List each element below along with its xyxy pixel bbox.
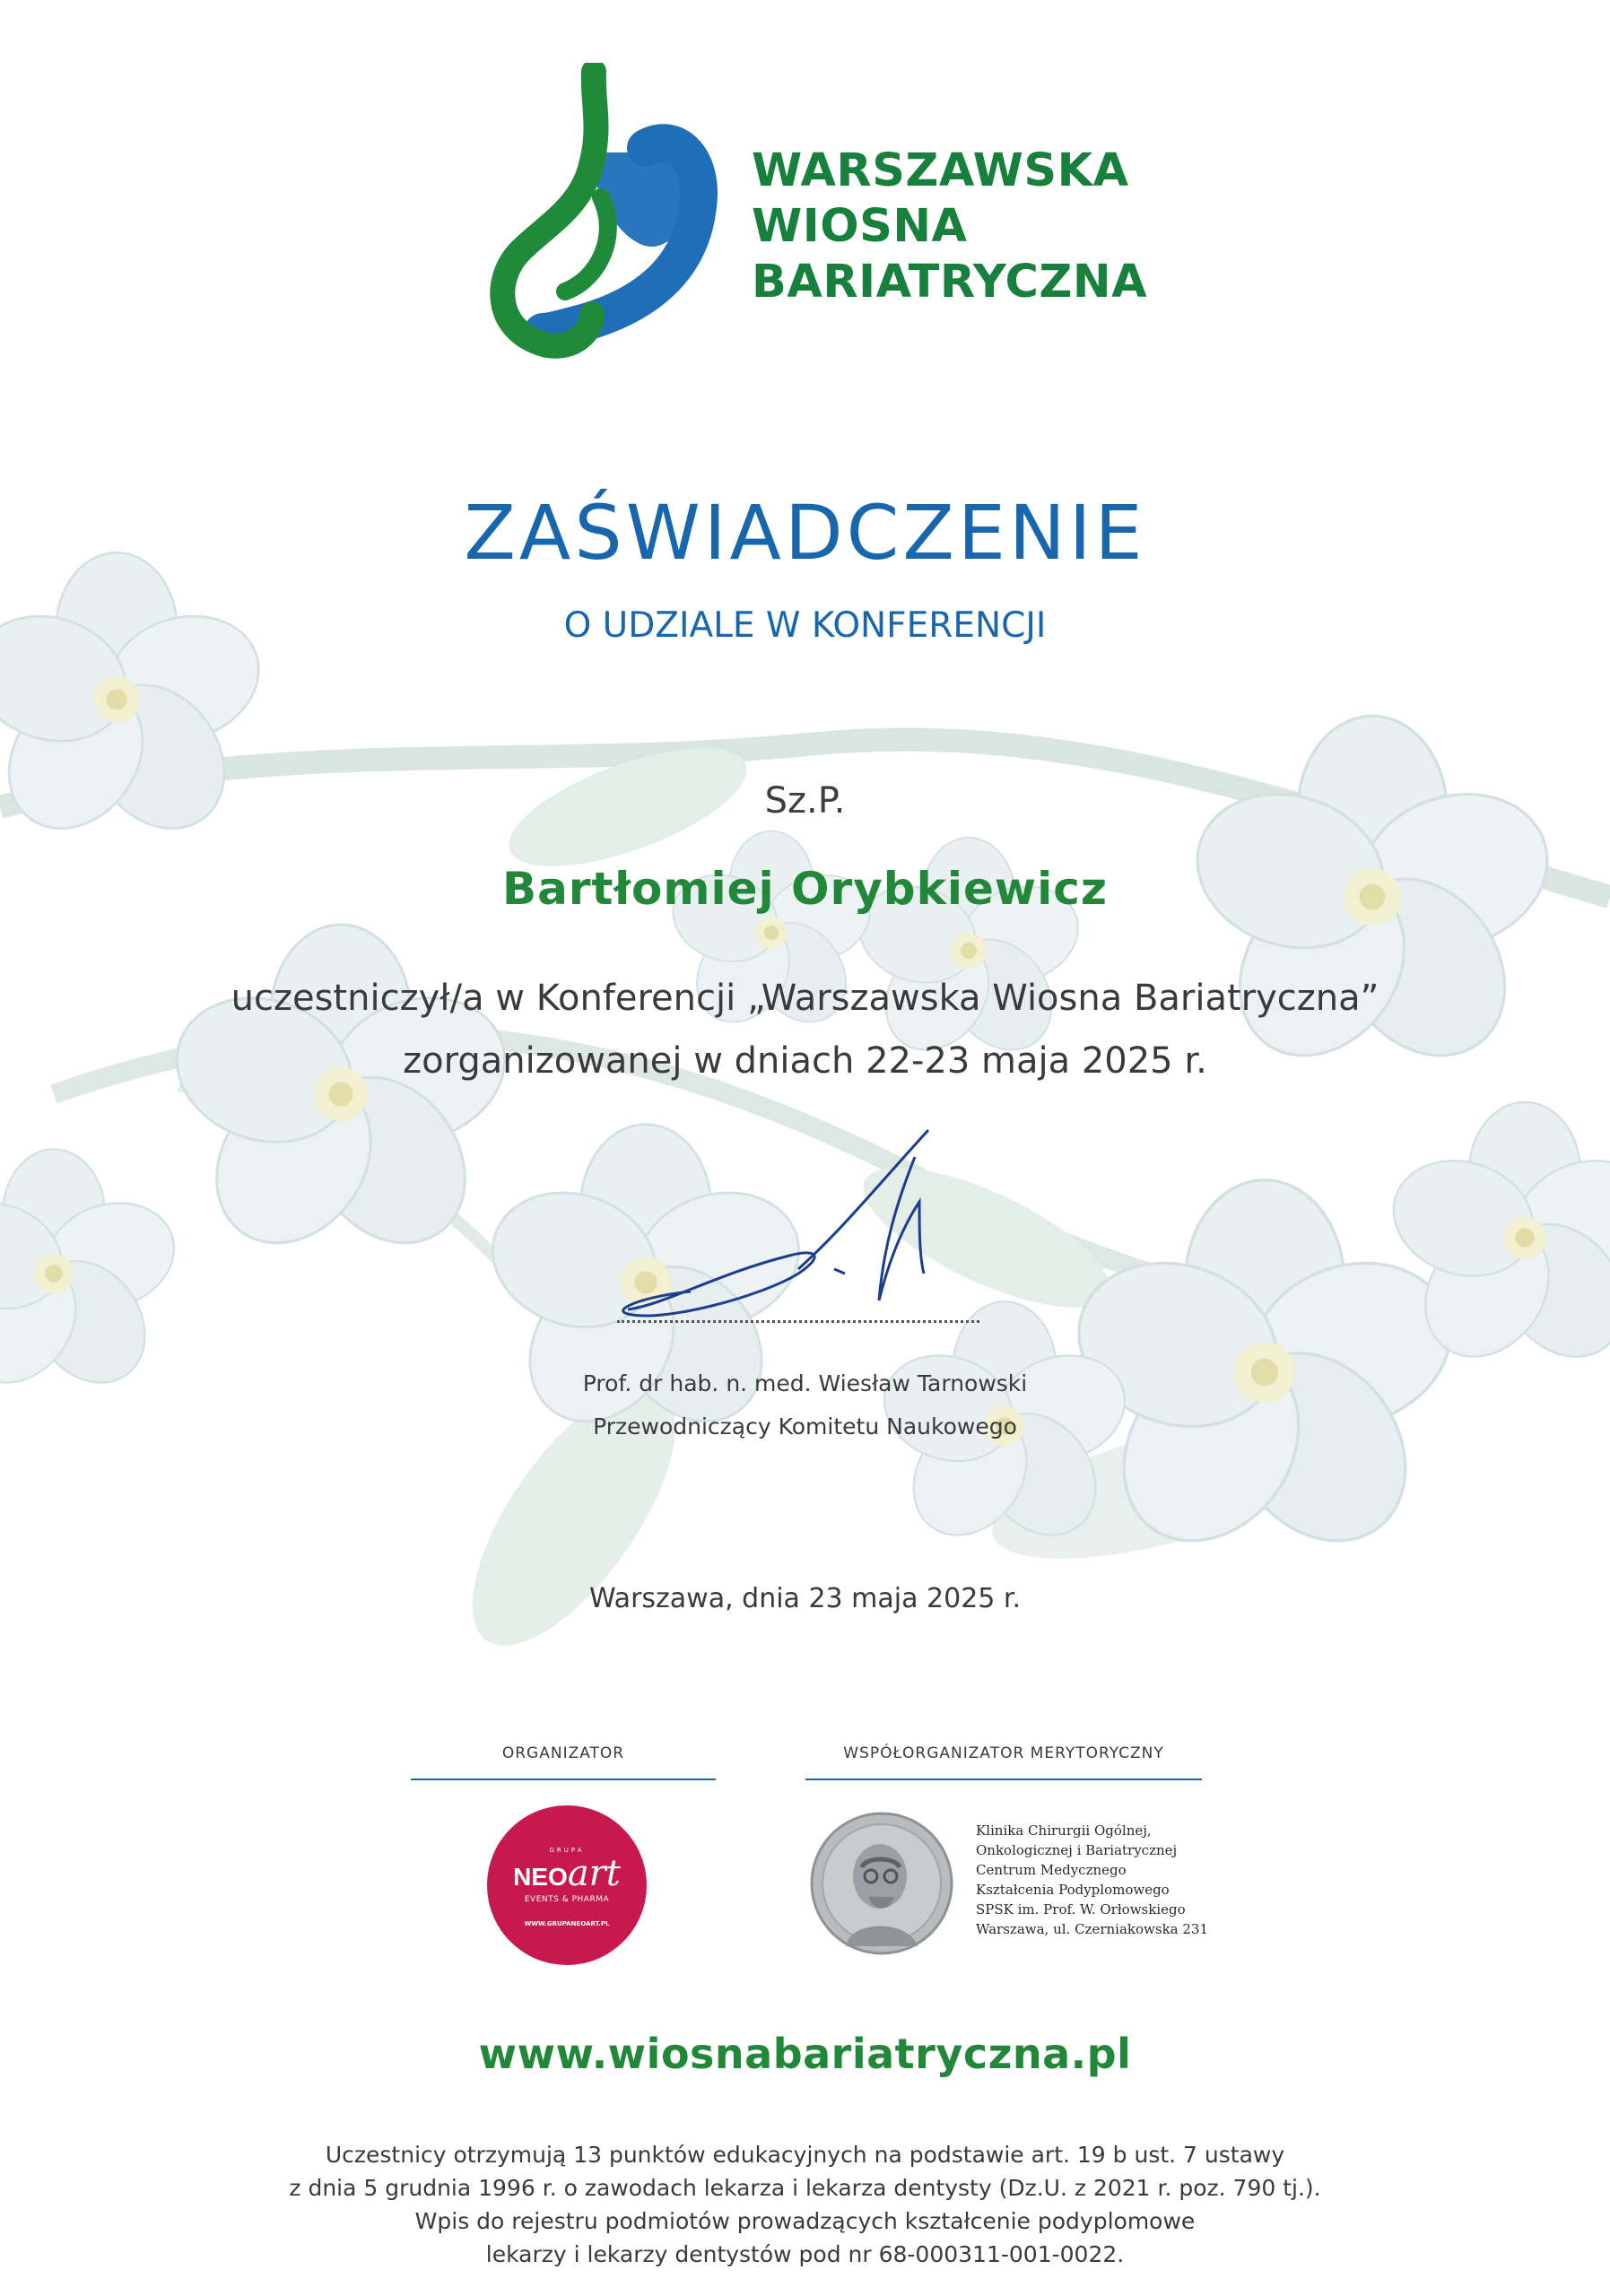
co-organizer-line-1: Klinika Chirurgii Ogólnej, <box>976 1822 1152 1839</box>
co-organizer-line-3: Centrum Medycznego <box>976 1862 1127 1878</box>
salutation: Sz.P. <box>764 780 846 822</box>
footer-line-3: Wpis do rejestru podmiotów prowadzących kształcenie podyplomowe <box>414 2208 1196 2234</box>
neoart-logo-url: WWW.GRUPANEOART.PL <box>524 1920 610 1927</box>
neoart-logo-wordmark <box>487 1853 647 1894</box>
website-link[interactable]: www.wiosnabariatryczna.pl <box>478 2030 1132 2078</box>
certificate-title: ZAŚWIADCZENIE <box>464 489 1146 577</box>
co-organizer-line-4: Kształcenia Podyplomowego <box>976 1882 1170 1898</box>
neoart-logo-neo: NEO <box>513 1863 568 1891</box>
logo-line-1: WARSZAWSKA <box>752 144 1129 197</box>
logo-wordmark <box>752 144 1254 310</box>
signature-line <box>617 1320 979 1323</box>
certificate-subtitle: O UDZIALE W KONFERENCJI <box>563 605 1047 646</box>
place-and-date: Warszawa, dnia 23 maja 2025 r. <box>588 1583 1022 1614</box>
body-text-line-2: zorganizowanej w dniach 22-23 maja 2025 r. <box>403 1040 1207 1082</box>
signatory-name: Prof. dr hab. n. med. Wiesław Tarnowski <box>582 1370 1028 1396</box>
neoart-logo-art: art <box>567 1853 621 1894</box>
stomach-icon <box>466 63 735 368</box>
neoart-logo <box>487 1805 647 1965</box>
footer-line-2: z dnia 5 grudnia 1996 r. o zawodach lekarza i lekarza dentysty (Dz.U. z 2021 r. poz. 790 tj.). <box>289 2175 1321 2201</box>
co-organizer-divider <box>805 1779 1202 1780</box>
recipient-name: Bartłomiej Orybkiewicz <box>502 863 1108 915</box>
organizer-header: ORGANIZATOR <box>501 1744 625 1762</box>
neoart-logo-grupa: GRUPA <box>549 1847 585 1854</box>
handwritten-signature <box>610 1121 996 1336</box>
portrait-medal-icon <box>810 1812 953 1955</box>
signatory-role: Przewodniczący Komitetu Naukowego <box>593 1413 1017 1439</box>
co-organizer-line-6: Warszawa, ul. Czerniakowska 231 <box>976 1921 1208 1937</box>
neoart-logo-events: EVENTS & PHARMA <box>524 1895 610 1904</box>
co-organizer-header: WSPÓŁORGANIZATOR MERYTORYCZNY <box>843 1744 1164 1762</box>
footer-line-1: Uczestnicy otrzymują 13 punktów edukacyjnych na podstawie art. 19 b ust. 7 ustawy <box>325 2142 1285 2168</box>
organizer-divider <box>411 1779 716 1780</box>
co-organizer-line-2: Onkologicznej i Bariatrycznej <box>976 1842 1178 1858</box>
logo-line-3: BARIATRYCZNA <box>752 256 1148 309</box>
co-organizer-details <box>976 1821 1263 1939</box>
co-organizer-line-5: SPSK im. Prof. W. Orłowskiego <box>976 1901 1186 1918</box>
body-text-line-1: uczestniczył/a w Konferencji „Warszawska Wiosna Bariatryczna” <box>231 978 1379 1019</box>
footer-line-4: lekarzy i lekarzy dentystów pod nr 68-000311-001-0022. <box>485 2241 1125 2267</box>
logo-line-2: WIOSNA <box>752 200 968 253</box>
